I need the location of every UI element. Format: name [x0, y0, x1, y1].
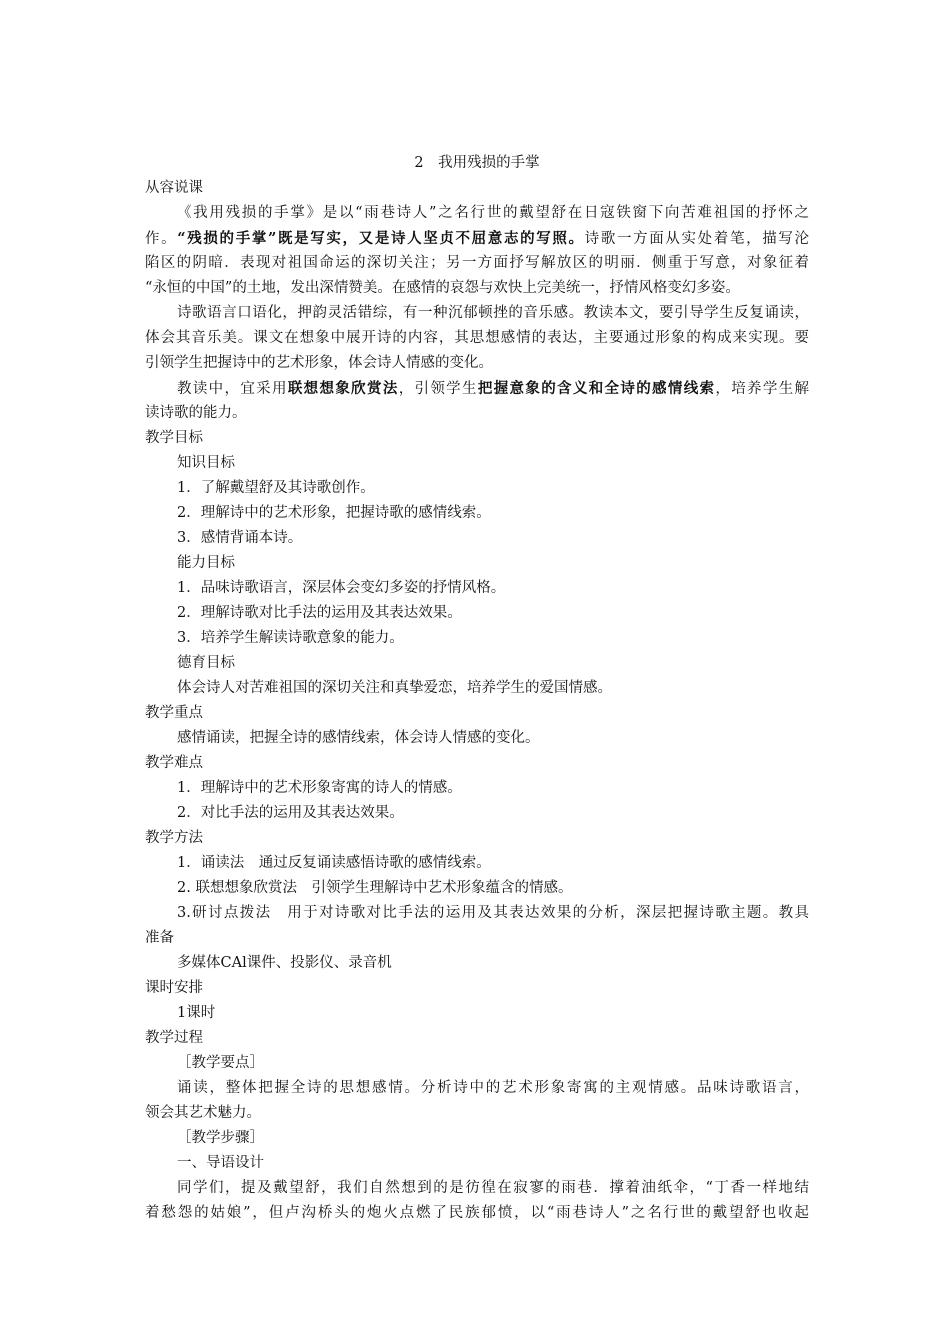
- subheading-steps: ［教学步骤］: [177, 1130, 264, 1146]
- list-item: 3.研讨点拨法 用于对诗歌对比手法的运用及其表达效果的分析，深层把握诗歌主题。教具: [177, 905, 809, 921]
- paragraph-line: 引领学生把握诗中的艺术形象，体会诗人情感的变化。: [145, 355, 493, 371]
- subheading-moral: 德育目标: [177, 655, 235, 671]
- subheading-step1: 一、导语设计: [177, 1155, 264, 1171]
- subheading-points: ［教学要点］: [177, 1055, 264, 1071]
- section-heading-process: 教学过程: [145, 1030, 203, 1046]
- emphasis-text: 联想想象欣赏法: [287, 380, 399, 397]
- section-heading-key: 教学重点: [145, 705, 203, 721]
- paragraph-line: “永恒的中国”的土地，发出深情赞美。在感情的哀怨与欢快上完美统一，抒情风格变幻多姿。: [145, 280, 740, 296]
- paragraph-line: 同学们，提及戴望舒，我们自然想到的是彷徨在寂寥的雨巷．撑着油纸伞，“丁香一样地结: [177, 1180, 809, 1196]
- list-item: 2．理解诗歌对比手法的运用及其表达效果。: [177, 605, 462, 621]
- list-item: 1．品味诗歌语言，深层体会变幻多姿的抒情风格。: [177, 580, 506, 596]
- paragraph-line: 着愁怨的姑娘”，但卢沟桥头的炮火点燃了民族郁愤，以“雨巷诗人”之名行世的戴望舒也收起: [145, 1205, 809, 1221]
- paragraph-line: 《我用残损的手掌》是以“雨巷诗人”之名行世的戴望舒在日寇铁窗下向苦难祖国的抒怀之: [177, 205, 809, 221]
- list-item: 2．理解诗中的艺术形象，把握诗歌的感情线索。: [177, 505, 491, 521]
- paragraph-line: 诵读，整体把握全诗的思想感情。分析诗中的艺术形象寄寓的主观情感。品味诗歌语言，: [177, 1080, 809, 1096]
- emphasis-text: “残损的手掌”既是写实，又是诗人坚贞不屈意志的写照。: [177, 230, 585, 247]
- section-heading-difficult: 教学难点: [145, 755, 203, 771]
- list-item: 3．感情背诵本诗。: [177, 530, 303, 546]
- section-heading-schedule: 课时安排: [145, 980, 203, 996]
- paragraph-line: 准备: [145, 930, 174, 946]
- paragraph-line: 体会诗人对苦难祖国的深切关注和真挚爱恋，培养学生的爱国情感。: [177, 680, 612, 696]
- subheading-ability: 能力目标: [177, 555, 235, 571]
- subheading-knowledge: 知识目标: [177, 455, 235, 471]
- list-item: 3．培养学生解读诗歌意象的能力。: [177, 630, 404, 646]
- list-item: 2. 联想想象欣赏法 引领学生理解诗中艺术形象蕴含的情感。: [177, 880, 573, 896]
- section-heading-goals: 教学目标: [145, 430, 203, 446]
- paragraph-line: 体会其音乐美。课文在想象中展开诗的内容，其思想感情的表达，主要通过形象的构成来实现。要: [145, 330, 809, 346]
- paragraph-line: 陷区的阴暗．表现对祖国命运的深切关注；另一方面抒写解放区的明丽．侧重于写意，对象征着: [145, 255, 809, 271]
- paragraph-line: 领会其艺术魅力。: [145, 1105, 261, 1121]
- paragraph-line: 诗歌语言口语化，押韵灵活错综，有一种沉郁顿挫的音乐感。教读本文，要引导学生反复诵读，: [177, 305, 809, 321]
- list-item: 1．理解诗中的艺术形象寄寓的诗人的情感。: [177, 780, 462, 796]
- document-body: [145, 151, 809, 1226]
- paragraph-line: 读诗歌的能力。: [145, 405, 247, 421]
- paragraph-line: 1课时: [177, 1005, 216, 1021]
- emphasis-text: 把握意象的含义和全诗的感情线索: [477, 380, 716, 397]
- paragraph-line: 感情诵读，把握全诗的感情线索，体会诗人情感的变化。: [177, 730, 540, 746]
- text-run: 教读中，宜采用: [177, 381, 288, 397]
- paragraph-line: 多媒体CAl课件、投影仪、录音机: [177, 955, 392, 971]
- section-heading-methods: 教学方法: [145, 830, 203, 846]
- text-run: 作。: [145, 231, 178, 247]
- list-item: 2．对比手法的运用及其表达效果。: [177, 805, 404, 821]
- section-heading-intro: 从容说课: [145, 180, 203, 196]
- text-run: ，培养学生解: [715, 381, 810, 397]
- text-run: 诗歌一方面从实处着笔，描写沦: [584, 231, 810, 247]
- lesson-title: 2 我用残损的手掌: [414, 155, 540, 171]
- list-item: 1．诵读法 通过反复诵读感悟诗歌的感情线索。: [177, 855, 491, 871]
- paragraph-line: [145, 376, 809, 401]
- text-run: ，引领学生: [398, 381, 478, 397]
- paragraph-line: [145, 226, 809, 251]
- list-item: 1．了解戴望舒及其诗歌创作。: [177, 480, 375, 496]
